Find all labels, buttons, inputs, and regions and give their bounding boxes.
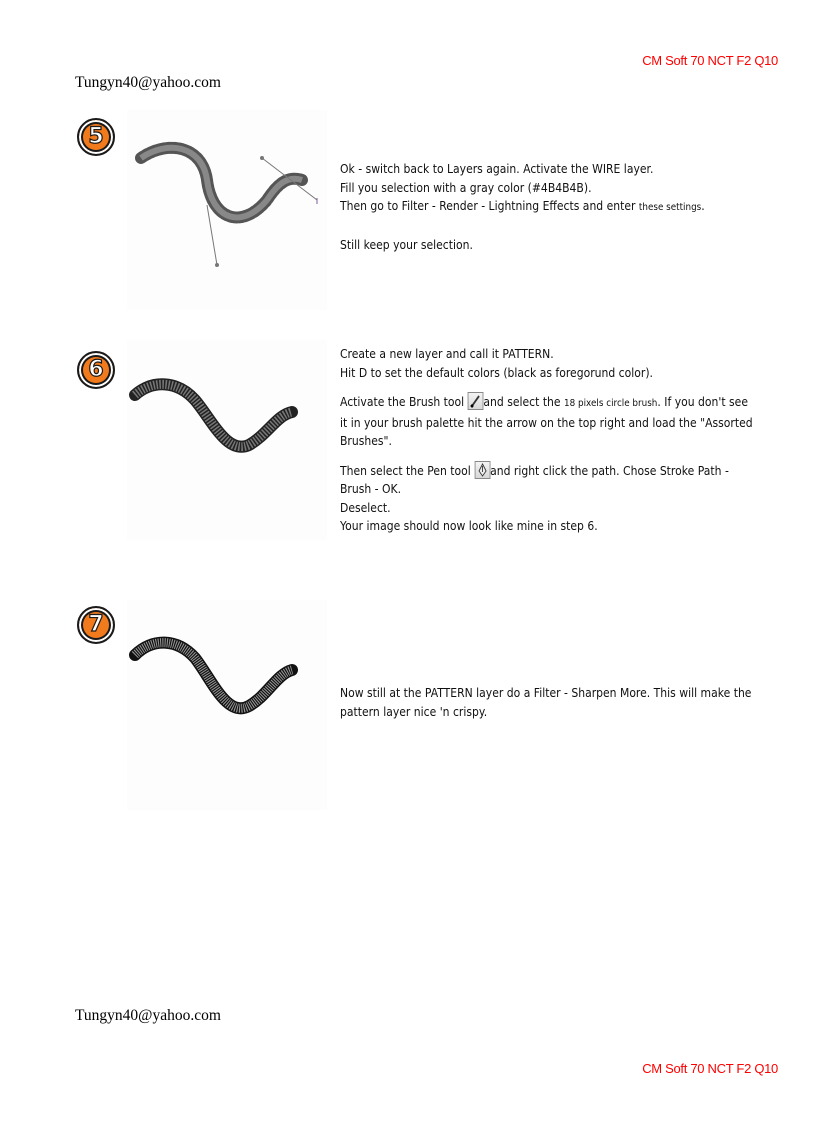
step-5-line: Still keep your selection. (340, 237, 473, 252)
step-5-text (340, 160, 754, 254)
header-credit: CM Soft 70 NCT F2 Q10 (642, 53, 778, 68)
step-6-line: Activate the Brush tool (340, 395, 468, 409)
brush-icon (468, 392, 484, 410)
pen-icon (474, 461, 490, 479)
step-5-settings-link: these settings (638, 202, 702, 213)
step-5-line: Ok - switch back to Layers again. Activate the WIRE layer. (340, 162, 654, 176)
step-6-brush-size: 18 pixels circle brush (564, 398, 658, 409)
step-6-line: and right click the path. Chose Stroke Path - Brush - OK. (340, 463, 729, 496)
step-5-badge (77, 118, 115, 156)
step-6-line: Hit D to set the default colors (black as foregorund color). (340, 365, 653, 380)
step-7-sharpened-image (127, 600, 327, 810)
step-6-line: Your image should now look like mine in step 6. (340, 519, 598, 533)
step-7-badge (77, 606, 115, 644)
step-5-line: . (701, 199, 705, 213)
step-5-line: Then go to Filter - Render - Lightning Effects and enter (340, 199, 639, 213)
step-7-text (340, 684, 754, 721)
step-6-line: and select the (483, 395, 565, 409)
step-7-line: Now still at the PATTERN layer do a Filter - Sharpen More. This will make the pattern layer nice 'n crispy. (340, 686, 752, 719)
step-6-line: . If you don't see it in your brush palette hit the arrow on the top right and load the "Assorted Brushes". (340, 395, 753, 448)
step-6-line: Create a new layer and call it PATTERN. (340, 347, 554, 361)
step-6-line: Deselect. (340, 500, 391, 515)
step-6-line: Then select the Pen tool (340, 463, 475, 478)
step-7-number: 7 (88, 612, 104, 637)
step-6-pattern-image (127, 340, 327, 540)
step-5-wire-image (127, 110, 327, 310)
step-6-number: 6 (88, 357, 104, 382)
step-6-badge (77, 351, 115, 389)
header-email: Tungyn40@yahoo.com (75, 74, 221, 91)
step-6-text (340, 345, 754, 536)
step-5-number: 5 (88, 124, 104, 149)
step-5-line: Fill you selection with a gray color (#4B4B4B). (340, 180, 592, 195)
footer-credit: CM Soft 70 NCT F2 Q10 (642, 1061, 778, 1076)
footer-email: Tungyn40@yahoo.com (75, 1007, 221, 1024)
